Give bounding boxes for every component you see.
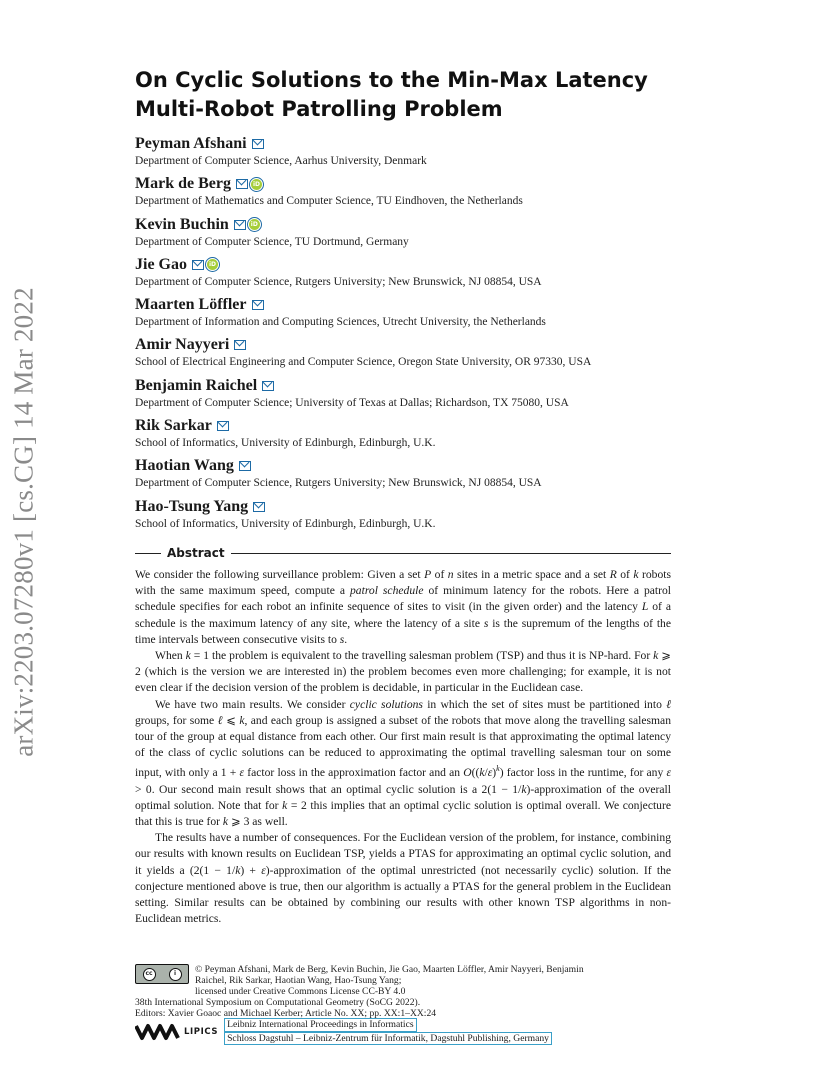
author-affiliation: School of Informatics, University of Edinburgh, Edinburgh, U.K. bbox=[135, 517, 436, 530]
author-affiliation: Department of Computer Science; University of Texas at Dallas; Richardson, TX 75080, USA bbox=[135, 396, 569, 409]
title-line-1: On Cyclic Solutions to the Min-Max Latency bbox=[135, 68, 648, 92]
author-name-text: Haotian Wang bbox=[135, 457, 234, 475]
author-affiliation: School of Electrical Engineering and Computer Science, Oregon State University, OR 97330, USA bbox=[135, 356, 592, 369]
email-icon[interactable] bbox=[262, 381, 274, 391]
author-entry bbox=[135, 295, 695, 335]
author-name bbox=[135, 376, 695, 396]
lipics-logo bbox=[135, 1023, 218, 1041]
arxiv-id: arXiv:2203.07280v1 [cs.CG] 14 Mar 2022 bbox=[8, 287, 39, 757]
email-icon[interactable] bbox=[252, 139, 264, 149]
author-name-text: Peyman Afshani bbox=[135, 135, 247, 152]
author-affiliation: School of Informatics, University of Edinburgh, Edinburgh, U.K. bbox=[135, 437, 436, 450]
lipics-logo-text: LIPICS bbox=[184, 1026, 219, 1037]
editors-line: Editors: Xavier Goaoc and Michael Kerber; Article No. XX; pp. XX:1–XX:24 bbox=[135, 1008, 437, 1019]
email-icon[interactable] bbox=[192, 260, 204, 270]
abstract-paragraph-2: When k = 1 the problem is equivalent to the travelling salesman problem (TSP) and thus it is NP-hard. For k ⩾ 2 (which is the version we are interested in) the problem becomes even more challenging; for example, it is not even clear if the decision version of the problem is decidable, in particular in the Euclidean case. bbox=[135, 649, 671, 695]
author-entry bbox=[135, 255, 695, 295]
author-entry bbox=[135, 215, 695, 255]
author-name-text: Jie Gao bbox=[135, 255, 187, 273]
heading-rule-right bbox=[231, 553, 671, 554]
orcid-icon[interactable]: iD bbox=[208, 261, 217, 269]
cc-icon: cc bbox=[143, 968, 156, 981]
author-entry bbox=[135, 416, 695, 456]
lipics-wave-icon bbox=[135, 1023, 181, 1041]
abstract-paragraph-4: The results have a number of consequences. For the Euclidean version of the problem, for instance, combining our results with known results on Euclidean TSP, yields a PTAS for approximating an optimal cyclic solution, and it yields a (2(1 − 1/k) + ε)-approximation of the optimal unrestricted (not necessarily cyclic) solution. If the conjecture mentioned above is true, then our algorithm is actually a PTAS for the general problem in the Euclidean setting. Similar results can be obtained by combining our results with other known TSP algorithms in non-Euclidean metrics. bbox=[135, 831, 672, 926]
license-block bbox=[135, 964, 675, 1019]
email-icon[interactable] bbox=[234, 220, 246, 230]
email-icon[interactable] bbox=[217, 421, 229, 431]
abstract-paragraph-3: We have two main results. We consider cyclic solutions in which the set of sites must be partitioned into ℓ groups, for some ℓ ⩽ k, and each group is assigned a subset of the robots that move along the travelling salesman tour of the group at equal distance from each other. Our first main result is that approximating the optimal latency of the class of cyclic solutions can be reduced to approximating the optimal travelling salesman tour on some input, with only a 1 + ε factor loss in the approximation factor and an $O((k/\varepsilon)^k)$ factor loss in the runtime, for any ε > 0. Our second main result shows that an optimal cyclic solution is a 2(1 − 1/k)-approximation of the overall optimal solution. Note that for k = 2 this implies that an optimal cyclic solution is optimal overall. We conjecture that this is true for k ⩾ 3 as well. bbox=[135, 697, 672, 828]
abstract-body bbox=[135, 567, 671, 927]
author-name-text: Hao-Tsung Yang bbox=[135, 497, 249, 515]
author-entry bbox=[135, 497, 695, 537]
author-name-text: Benjamin Raichel bbox=[135, 376, 258, 394]
author-name bbox=[135, 416, 695, 436]
author-affiliation: Department of Computer Science, Aarhus University, Denmark bbox=[135, 155, 427, 167]
author-name bbox=[135, 134, 695, 154]
copyright-line-1: © Peyman Afshani, Mark de Berg, Kevin Buchin, Jie Gao, Maarten Löffler, Amir Nayyeri, Benjamin bbox=[195, 964, 584, 975]
author-entry bbox=[135, 335, 695, 375]
author-name bbox=[135, 295, 695, 315]
email-icon[interactable] bbox=[239, 461, 251, 471]
author-name-text: Kevin Buchin bbox=[135, 215, 229, 233]
by-person-icon: i bbox=[169, 968, 182, 981]
orcid-icon[interactable]: iD bbox=[252, 180, 260, 188]
abstract-heading bbox=[135, 545, 671, 561]
email-icon[interactable] bbox=[236, 179, 248, 189]
author-entry bbox=[135, 456, 695, 496]
author-affiliation: Department of Information and Computing Sciences, Utrecht University, the Netherlands bbox=[135, 316, 546, 329]
heading-rule-left bbox=[135, 553, 161, 554]
author-entry bbox=[135, 174, 695, 214]
orcid-icon[interactable]: iD bbox=[250, 221, 258, 229]
paper-title bbox=[135, 66, 695, 124]
email-icon[interactable] bbox=[252, 300, 264, 310]
author-affiliation: Department of Computer Science, Rutgers University; New Brunswick, NJ 08854, USA bbox=[135, 477, 542, 490]
author-name bbox=[135, 497, 695, 517]
author-list bbox=[135, 134, 695, 537]
author-affiliation: Department of Mathematics and Computer Science, TU Eindhoven, the Netherlands bbox=[135, 195, 523, 208]
author-name bbox=[135, 456, 695, 476]
author-name bbox=[135, 255, 695, 275]
abstract-paragraph-1: We consider the following surveillance problem: Given a set P of n sites in a metric space and a set R of k robots with the same maximum speed, compute a patrol schedule of minimum latency for the robots. Here a patrol schedule specifies for each robot an infinite sequence of sites to visit (in the given order) and the latency L of a schedule is the maximum latency of any site, where the latency of a site s is the supremum of the lengths of the time intervals between consecutive visits to s. bbox=[135, 568, 672, 646]
author-affiliation: Department of Computer Science, Rutgers University; New Brunswick, NJ 08854, USA bbox=[135, 275, 542, 288]
title-line-2: Multi-Robot Patrolling Problem bbox=[135, 97, 503, 121]
author-name bbox=[135, 215, 695, 235]
conference-line: 38th International Symposium on Computational Geometry (SoCG 2022). bbox=[135, 997, 421, 1008]
lipics-series-link[interactable]: Leibniz International Proceedings in Informatics bbox=[224, 1018, 416, 1032]
abstract-heading-label: Abstract bbox=[167, 546, 225, 560]
author-name-text: Amir Nayyeri bbox=[135, 336, 230, 354]
email-icon[interactable] bbox=[253, 502, 265, 512]
author-affiliation: Department of Computer Science, TU Dortmund, Germany bbox=[135, 235, 409, 248]
cc-by-badge[interactable] bbox=[135, 964, 189, 984]
author-name-text: Maarten Löffler bbox=[135, 296, 247, 314]
author-name-text: Mark de Berg bbox=[135, 175, 231, 193]
author-name-text: Rik Sarkar bbox=[135, 417, 212, 435]
dagstuhl-link[interactable]: Schloss Dagstuhl – Leibniz-Zentrum für Informatik, Dagstuhl Publishing, Germany bbox=[224, 1032, 552, 1046]
email-icon[interactable] bbox=[234, 340, 246, 350]
author-entry bbox=[135, 134, 695, 174]
lipics-footer bbox=[135, 1018, 552, 1045]
author-name bbox=[135, 335, 695, 355]
copyright-line-3: licensed under Creative Commons License CC-BY 4.0 bbox=[195, 986, 406, 997]
author-name bbox=[135, 174, 695, 194]
copyright-line-2: Raichel, Rik Sarkar, Haotian Wang, Hao-Tsung Yang; bbox=[195, 975, 402, 986]
author-entry bbox=[135, 376, 695, 416]
